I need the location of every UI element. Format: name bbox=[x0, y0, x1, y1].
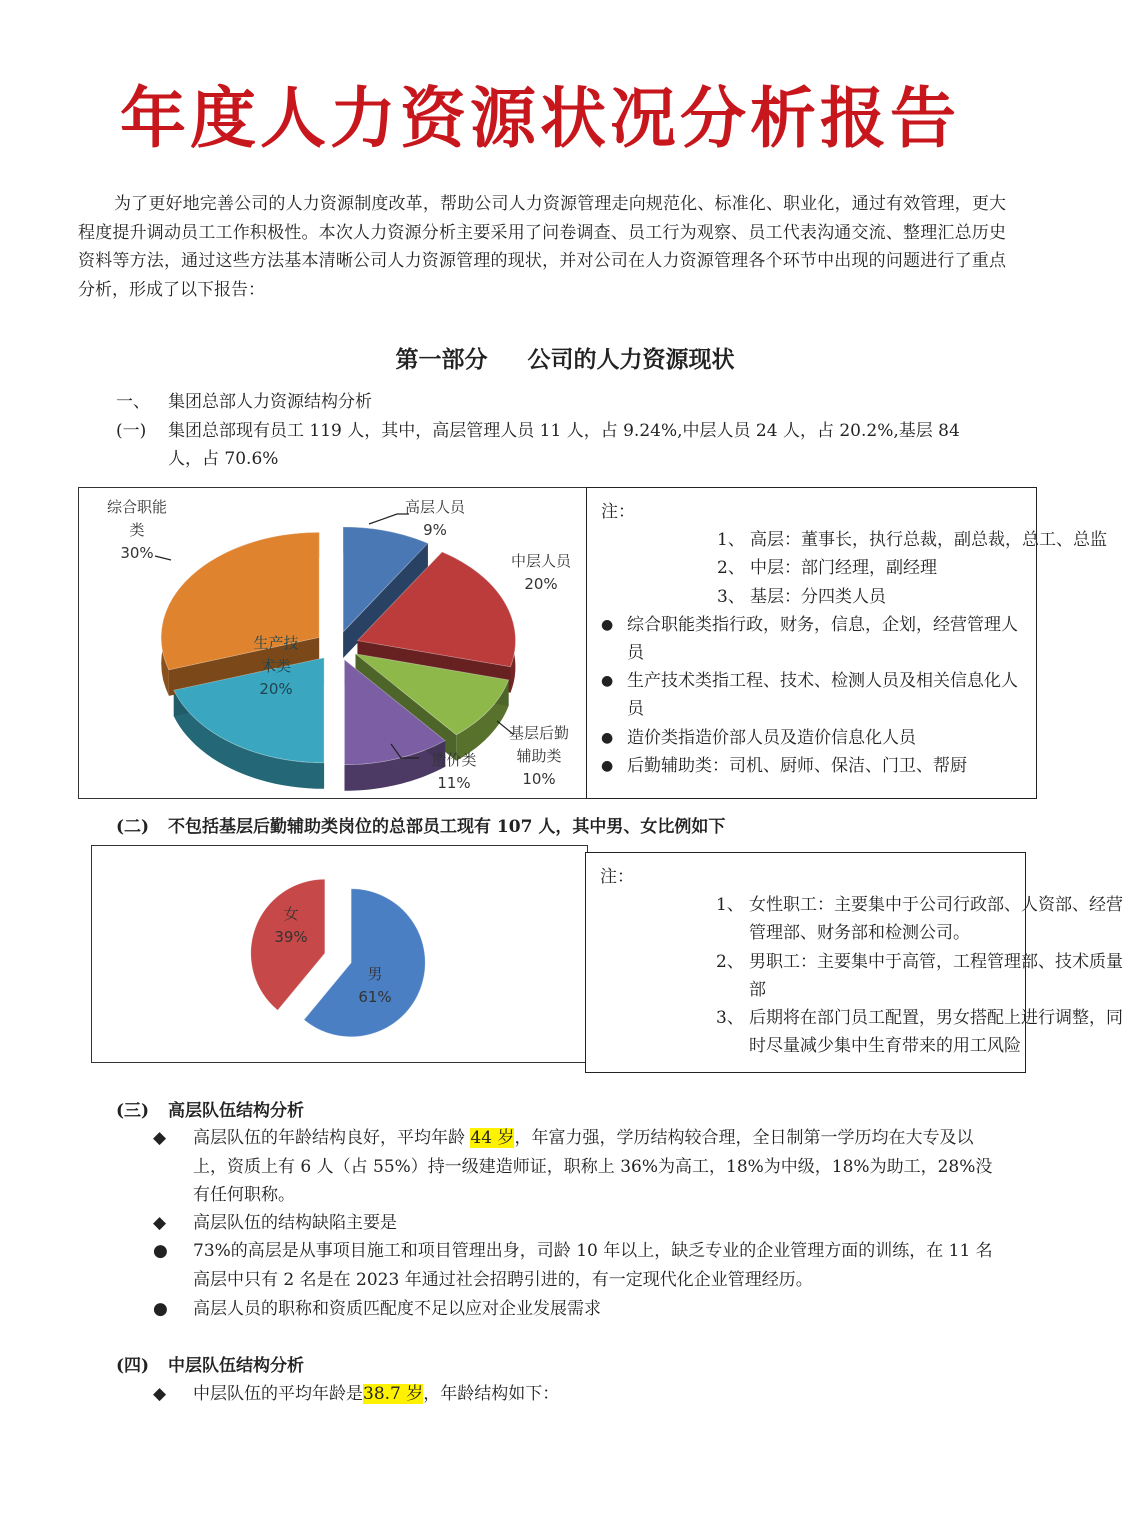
note1-bullets-row bbox=[601, 724, 1026, 752]
sub4-b1-text-pre: 中层队伍的平均年龄是 bbox=[193, 1384, 363, 1404]
pie-data-label: 20% bbox=[524, 575, 558, 593]
staff-structure-pie-chart bbox=[79, 488, 586, 797]
sub1-text1: 集团总部现有员工 119 人，其中，高层管理人员 11 人，占 9.24%,中层人员 24 人，占 20.2%,基层 84 bbox=[168, 421, 960, 441]
diamond-bullet-icon: ◆ bbox=[153, 1213, 167, 1233]
note-text: 生产技术类指工程、技术、检测人员及相关信息化人员 bbox=[627, 671, 1018, 720]
pie-data-label: 10% bbox=[522, 770, 556, 788]
diamond-bullet-icon: ◆ bbox=[153, 1128, 167, 1148]
note1-head: 注： bbox=[601, 502, 635, 522]
note2-head: 注： bbox=[600, 867, 634, 887]
note-number: 2、 bbox=[716, 951, 744, 972]
pie-data-label: 9% bbox=[423, 521, 447, 539]
pie-data-label: 造价类 bbox=[431, 751, 477, 769]
pie-leader-line bbox=[155, 556, 171, 560]
pie-data-label: 生产技 bbox=[253, 634, 299, 652]
pie-data-label: 辅助类 bbox=[516, 747, 562, 765]
pie-data-label: 30% bbox=[120, 544, 154, 562]
note1-bullets-row bbox=[601, 752, 1026, 780]
note1-bullets-row bbox=[601, 667, 1026, 723]
sub1-num: (一) bbox=[116, 421, 147, 441]
pie-data-label: 综合职能 bbox=[106, 498, 168, 516]
sub3-bullet-4 bbox=[153, 1295, 1006, 1324]
pie-data-label: 高层人员 bbox=[404, 498, 466, 516]
note2-items bbox=[600, 891, 1123, 1060]
note-number: 2、 bbox=[717, 558, 745, 579]
sub3-bullet-3 bbox=[153, 1237, 1006, 1294]
note2-items-row bbox=[716, 1004, 1131, 1060]
chart2-frame bbox=[91, 845, 588, 1063]
pie-leader-line bbox=[369, 514, 409, 524]
sub3-num: (三) bbox=[116, 1101, 150, 1121]
note-number: 1、 bbox=[717, 530, 745, 551]
dot-bullet-icon: ● bbox=[601, 729, 614, 746]
note1-items-row bbox=[717, 526, 1142, 554]
intro-paragraph: 为了更好地完善公司的人力资源制度改革，帮助公司人力资源管理走向规范化、标准化、职业化，通过有效管理，更大程度提升调动员工工作积极性。本次人力资源分析主要采用了问卷调查、员工行为观察、员工代表沟通交流、整理汇总历史资料等方法，通过这些方法基本清晰公司人力资源管理的现状，并对公司在人力资源管理各个环节中出现的问题进行了重点分析，形成了以下报告： bbox=[78, 194, 1006, 300]
note1-box bbox=[586, 487, 1107, 799]
note-text: 后勤辅助类：司机、厨师、保洁、门卫、帮厨 bbox=[627, 755, 967, 776]
dot-bullet-icon: ● bbox=[153, 1299, 168, 1319]
sub3-bullet-1 bbox=[153, 1124, 1006, 1210]
sub3-b1-text-post: ，年富力强，学历结构较合理，全日制第一学历均在大专及以上，资质上有 6 人（占 55%）持一级建造师证，职称上 36%为高工，18%为中级，18%为助工，28%没有任何职称。 bbox=[193, 1128, 993, 1205]
sub3-b2-text: 高层队伍的结构缺陷主要是 bbox=[193, 1213, 397, 1233]
note-number: 3、 bbox=[717, 586, 745, 607]
note1-items-row bbox=[717, 583, 1142, 611]
part-heading: 公司的人力资源现状 bbox=[527, 347, 735, 373]
note2-items-row bbox=[716, 891, 1131, 947]
sub4-bullet-1 bbox=[153, 1380, 1006, 1409]
note-text: 男职工：主要集中于高管，工程管理部、技术质量部 bbox=[749, 951, 1123, 1000]
sub3-b4-text: 高层人员的职称和资质匹配度不足以应对企业发展需求 bbox=[193, 1299, 601, 1319]
highlight-mid-age: 38.7 岁 bbox=[363, 1384, 424, 1404]
note-number: 1、 bbox=[716, 895, 744, 916]
sub3-b3-text: 73%的高层是从事项目施工和项目管理出身，司龄 10 年以上，缺乏专业的企业管理方面的训练，在 11 名高层中只有 2 名是在 2023 年通过社会招聘引进的，有一定现代化企业管理经历。 bbox=[193, 1241, 993, 1290]
sub3-bullet-2 bbox=[153, 1209, 1006, 1238]
sub3-title: 高层队伍结构分析 bbox=[168, 1101, 304, 1121]
dot-bullet-icon: ● bbox=[601, 757, 614, 774]
note2-items-row bbox=[716, 948, 1131, 1004]
note-text: 中层：部门经理，副经理 bbox=[750, 558, 937, 579]
pie-data-label: 39% bbox=[274, 928, 308, 946]
pie-data-label: 基层后勤 bbox=[508, 724, 570, 742]
part-label: 第一部分 bbox=[395, 347, 488, 373]
dot-bullet-icon: ● bbox=[601, 673, 614, 690]
sub3-b1-text-pre: 高层队伍的年龄结构良好，平均年龄 bbox=[193, 1128, 471, 1148]
dot-bullet-icon: ● bbox=[601, 616, 614, 633]
note-text: 基层：分四类人员 bbox=[750, 586, 886, 607]
diamond-bullet-icon: ◆ bbox=[153, 1384, 167, 1404]
pie-data-label: 男 bbox=[367, 965, 383, 983]
note-text: 综合职能类指行政，财务，信息，企划，经营管理人员 bbox=[627, 614, 1018, 664]
pie-data-label: 20% bbox=[259, 680, 293, 698]
note1-items-row bbox=[717, 554, 1142, 582]
gender-pie-chart bbox=[92, 846, 586, 1061]
pie-data-label: 类 bbox=[129, 521, 145, 539]
pie-data-label: 11% bbox=[437, 774, 471, 792]
sub4-num: (四) bbox=[116, 1356, 150, 1376]
pie-data-label: 61% bbox=[358, 988, 392, 1006]
section1-num: 一、 bbox=[116, 392, 150, 412]
note1-bullets-row bbox=[601, 611, 1026, 667]
note1-items bbox=[601, 526, 1107, 611]
note-text: 高层：董事长，执行总裁，副总裁，总工、总监 bbox=[750, 530, 1107, 551]
note-text: 后期将在部门员工配置，男女搭配上进行调整，同时尽量减少集中生育带来的用工风险 bbox=[749, 1008, 1123, 1057]
note-text: 造价类指造价部人员及造价信息化人员 bbox=[627, 727, 916, 748]
pie-data-label: 中层人员 bbox=[510, 552, 572, 570]
sub4-b1-text-post: ，年龄结构如下： bbox=[423, 1384, 560, 1404]
part-title bbox=[0, 344, 1130, 376]
note1-bullets bbox=[601, 611, 1026, 780]
chart1-frame bbox=[78, 487, 588, 799]
note-number: 3、 bbox=[716, 1008, 744, 1029]
sub2-text: 不包括基层后勤辅助类岗位的总部员工现有 107 人，其中男、女比例如下 bbox=[168, 817, 726, 837]
note-text: 女性职工：主要集中于公司行政部、人资部、经营管理部、财务部和检测公司。 bbox=[749, 895, 1123, 944]
sub2-num: (二) bbox=[116, 817, 150, 837]
section1-title: 集团总部人力资源结构分析 bbox=[168, 392, 372, 412]
dot-bullet-icon: ● bbox=[153, 1241, 168, 1261]
sub4-title: 中层队伍结构分析 bbox=[168, 1356, 304, 1376]
note2-box bbox=[585, 852, 1123, 1073]
report-title: 年度人力资源状况分析报告 bbox=[120, 79, 960, 157]
highlight-age: 44 岁 bbox=[470, 1128, 515, 1148]
sub1-text2: 人，占 70.6% bbox=[168, 449, 279, 469]
pie-data-label: 术类 bbox=[260, 657, 292, 675]
pie-data-label: 女 bbox=[283, 905, 299, 923]
